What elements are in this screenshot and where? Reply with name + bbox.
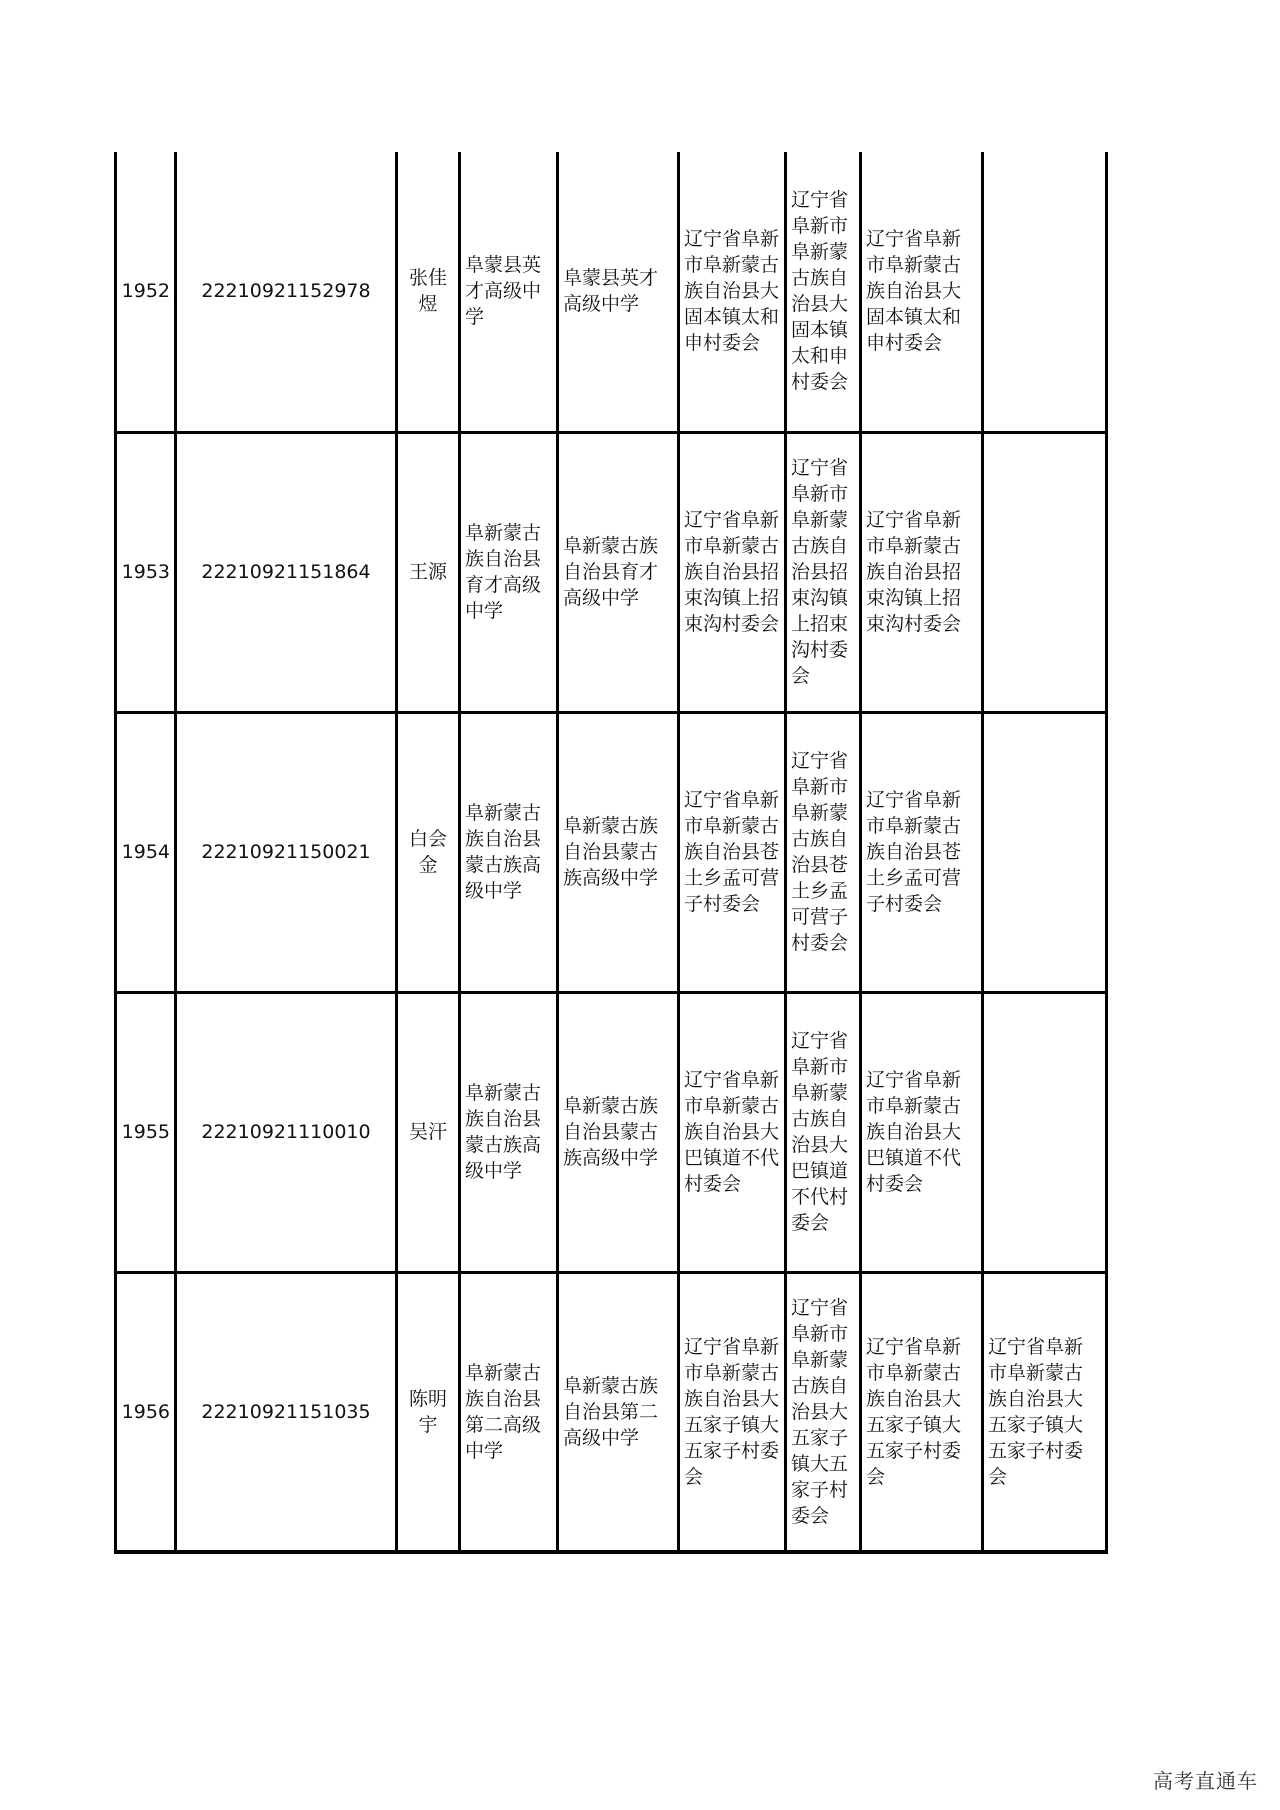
cell-address-2: 辽宁省阜新市阜新蒙古族自治县招束沟镇上招束沟村委会 xyxy=(786,432,861,712)
cell-school: 阜新蒙古族自治县育才高级中学 xyxy=(460,432,558,712)
cell-school-alt: 阜蒙县英才高级中学 xyxy=(558,152,679,432)
cell-exam-id: 22210921150021 xyxy=(176,712,397,992)
cell-name: 吴汗 xyxy=(397,992,460,1272)
roster-body xyxy=(116,152,1107,1552)
cell-address-4 xyxy=(983,432,1107,712)
cell-seq: 1955 xyxy=(116,992,176,1272)
watermark-text: 高考直通车 xyxy=(1153,1769,1258,1793)
cell-school: 阜新蒙古族自治县蒙古族高级中学 xyxy=(460,992,558,1272)
cell-name: 白会金 xyxy=(397,712,460,992)
cell-seq: 1954 xyxy=(116,712,176,992)
cell-address-1: 辽宁省阜新市阜新蒙古族自治县大巴镇道不代村委会 xyxy=(679,992,786,1272)
cell-name: 陈明宇 xyxy=(397,1272,460,1552)
cell-name: 张佳煜 xyxy=(397,152,460,432)
table-row xyxy=(116,1272,1107,1552)
table-row xyxy=(116,992,1107,1272)
cell-school: 阜蒙县英才高级中学 xyxy=(460,152,558,432)
cell-seq: 1952 xyxy=(116,152,176,432)
cell-school-alt: 阜新蒙古族自治县育才高级中学 xyxy=(558,432,679,712)
cell-address-2: 辽宁省阜新市阜新蒙古族自治县苍土乡孟可营子村委会 xyxy=(786,712,861,992)
cell-school: 阜新蒙古族自治县第二高级中学 xyxy=(460,1272,558,1552)
cell-address-4: 辽宁省阜新市阜新蒙古族自治县大五家子镇大五家子村委会 xyxy=(983,1272,1107,1552)
cell-school-alt: 阜新蒙古族自治县蒙古族高级中学 xyxy=(558,712,679,992)
cell-school: 阜新蒙古族自治县蒙古族高级中学 xyxy=(460,712,558,992)
table-row xyxy=(116,432,1107,712)
cell-seq: 1956 xyxy=(116,1272,176,1552)
cell-address-1: 辽宁省阜新市阜新蒙古族自治县苍土乡孟可营子村委会 xyxy=(679,712,786,992)
table-row xyxy=(116,152,1107,432)
cell-address-3: 辽宁省阜新市阜新蒙古族自治县大五家子镇大五家子村委会 xyxy=(861,1272,983,1552)
cell-seq: 1953 xyxy=(116,432,176,712)
table-row xyxy=(116,712,1107,992)
cell-exam-id: 22210921110010 xyxy=(176,992,397,1272)
cell-address-3: 辽宁省阜新市阜新蒙古族自治县苍土乡孟可营子村委会 xyxy=(861,712,983,992)
cell-address-1: 辽宁省阜新市阜新蒙古族自治县招束沟镇上招束沟村委会 xyxy=(679,432,786,712)
roster-table xyxy=(114,152,1108,1554)
cell-school-alt: 阜新蒙古族自治县蒙古族高级中学 xyxy=(558,992,679,1272)
cell-address-4 xyxy=(983,992,1107,1272)
cell-address-4 xyxy=(983,152,1107,432)
cell-address-3: 辽宁省阜新市阜新蒙古族自治县招束沟镇上招束沟村委会 xyxy=(861,432,983,712)
cell-school-alt: 阜新蒙古族自治县第二高级中学 xyxy=(558,1272,679,1552)
cell-address-1: 辽宁省阜新市阜新蒙古族自治县大五家子镇大五家子村委会 xyxy=(679,1272,786,1552)
cell-address-3: 辽宁省阜新市阜新蒙古族自治县大巴镇道不代村委会 xyxy=(861,992,983,1272)
cell-exam-id: 22210921151035 xyxy=(176,1272,397,1552)
cell-name: 王源 xyxy=(397,432,460,712)
cell-address-3: 辽宁省阜新市阜新蒙古族自治县大固本镇太和申村委会 xyxy=(861,152,983,432)
cell-address-4 xyxy=(983,712,1107,992)
cell-address-2: 辽宁省阜新市阜新蒙古族自治县大巴镇道不代村委会 xyxy=(786,992,861,1272)
cell-exam-id: 22210921151864 xyxy=(176,432,397,712)
cell-address-1: 辽宁省阜新市阜新蒙古族自治县大固本镇太和申村委会 xyxy=(679,152,786,432)
cell-address-2: 辽宁省阜新市阜新蒙古族自治县大五家子镇大五家子村委会 xyxy=(786,1272,861,1552)
cell-address-2: 辽宁省阜新市阜新蒙古族自治县大固本镇太和申村委会 xyxy=(786,152,861,432)
cell-exam-id: 22210921152978 xyxy=(176,152,397,432)
